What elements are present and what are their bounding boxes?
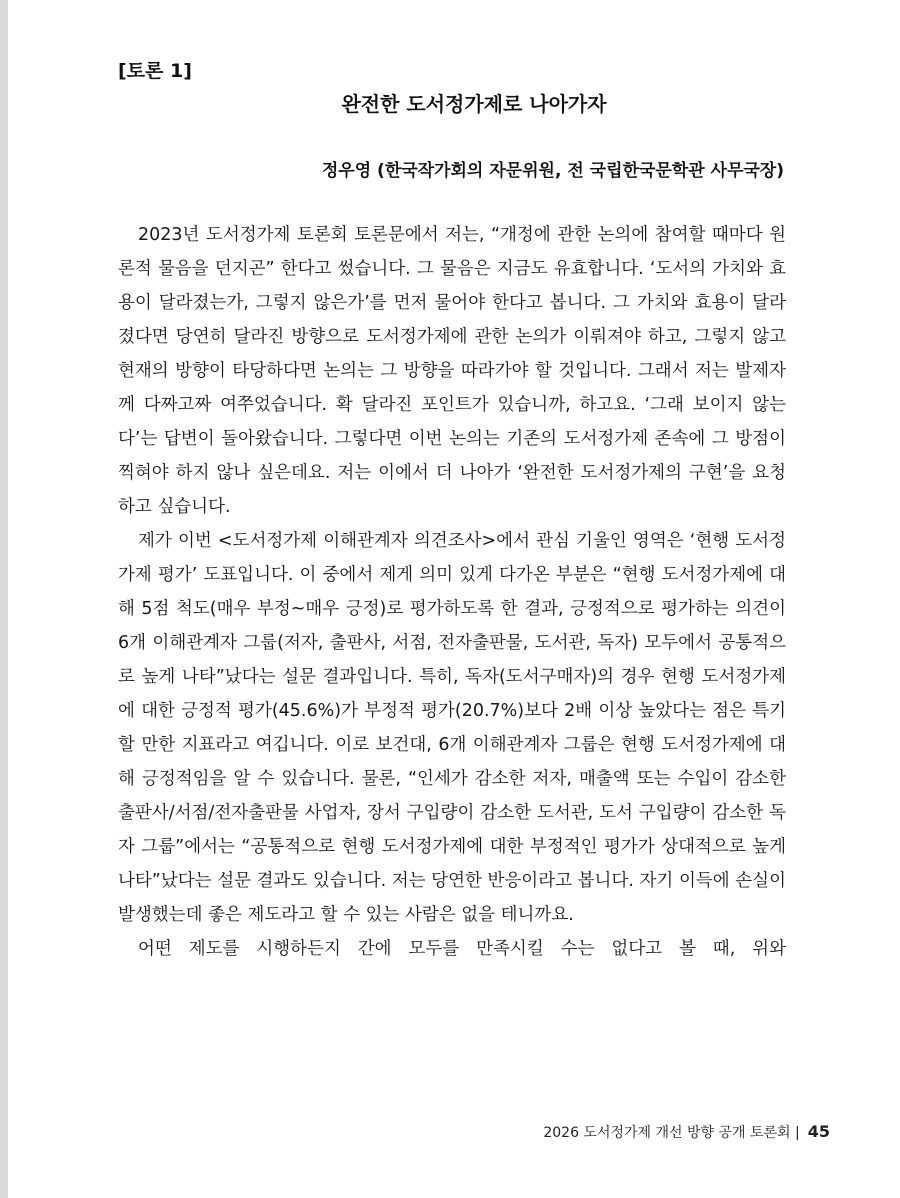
paragraph: 2023년 도서정가제 토론회 토론문에서 저는, “개정에 관한 논의에 참여할 때마다 원론적 물음을 던지곤” 한다고 썼습니다. 그 물음은 지금도 유효합니다. ‘도서의 가치와 효용이 달라졌는가, 그렇지 않은가’를 먼저 물어야 한다고 봅니다. 그 가치와 효용이 달라졌다면 당연히 달라진 방향으로 도서정가제에 관한 논의가 이뤄져야 하고, 그렇지 않고 현재의 방향이 타당하다면 논의는 그 방향을 따라가야 할 것입니다. 그래서 저는 발제자께 다짜고짜 여쭈었습니다. 확 달라진 포인트가 있습니까, 하고요. ‘그래 보이지 않는다’는 답변이 돌아왔습니다. 그렇다면 이번 논의는 기존의 도서정가제 존속에 그 방점이 찍혀야 하지 않나 싶은데요. 저는 이에서 더 나아가 ‘완전한 도서정가제의 구현’을 요청하고 싶습니다. xyxy=(118,225,786,517)
page-footer xyxy=(543,1122,830,1142)
paragraph: 제가 이번 <도서정가제 이해관계자 의견조사>에서 관심 기울인 영역은 ‘현행 도서정가제 평가’ 도표입니다. 이 중에서 제게 의미 있게 다가온 부분은 “현행 도서정가제에 대해 5점 척도(매우 부정~매우 긍정)로 평가하도록 한 결과, 긍정적으로 평가하는 의견이 6개 이해관계자 그룹(저자, 출판사, 서점, 전자출판물, 도서관, 독자) 모두에서 공통적으로 높게 나타”났다는 설문 결과입니다. 특히, 독자(도서구매자)의 경우 현행 도서정가제에 대한 긍정적 평가(45.6%)가 부정적 평가(20.7%)보다 2배 이상 높았다는 점은 특기할 만한 지표라고 여깁니다. 이로 보건대, 6개 이해관계자 그룹은 현행 도서정가제에 대해 긍정적임을 알 수 있습니다. 물론, “인세가 감소한 저자, 매출액 또는 수입이 감소한 출판사/서점/전자출판물 사업자, 장서 구입량이 감소한 도서관, 도서 구입량이 감소한 독자 그룹”에서는 “공통적으로 현행 도서정가제에 대한 부정적인 평가가 상대적으로 높게 나타”났다는 설문 결과도 있습니다. 저는 당연한 반응이라고 봅니다. 자기 이득에 손실이 발생했는데 좋은 제도라고 할 수 있는 사람은 없을 테니까요. xyxy=(118,531,786,925)
section-tag: [토론 1] xyxy=(118,60,192,82)
body-text xyxy=(118,218,786,966)
document-page xyxy=(8,0,900,1198)
footer-event: 2026 도서정가제 개선 방향 공개 토론회 | xyxy=(543,1125,800,1141)
page-number: 45 xyxy=(807,1122,830,1141)
author-line: 정우영 (한국작가회의 자문위원, 전 국립한국문학관 사무국장) xyxy=(321,161,784,181)
page-title: 완전한 도서정가제로 나아가자 xyxy=(341,92,607,116)
paragraph: 어떤 제도를 시행하든지 간에 모두를 만족시킬 수는 없다고 볼 때, 위와 xyxy=(138,939,786,959)
